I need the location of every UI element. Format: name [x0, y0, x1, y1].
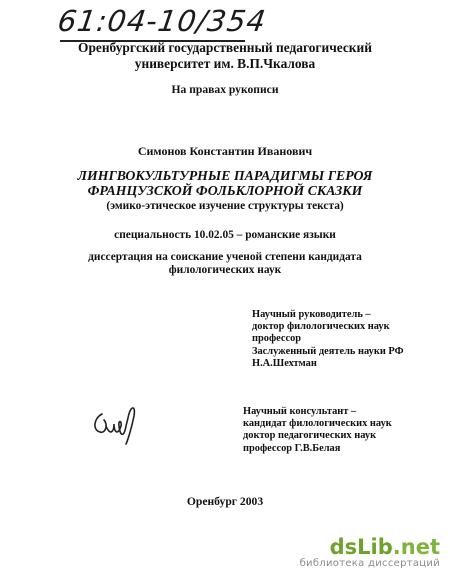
dslib-logo — [300, 536, 440, 558]
logo-tld: .net — [392, 535, 440, 559]
supervisor-line: Н.А.Шехтман — [252, 357, 317, 369]
degree-line: диссертация на соискание ученой степени кандидата — [88, 251, 362, 263]
logo-main: dsLib — [329, 535, 393, 559]
handwritten-signature — [88, 396, 148, 446]
dissertation-subtitle: (эмико-этическое изучение структуры текста) — [106, 200, 344, 212]
title-line: ФРАНЦУЗСКОЙ ФОЛЬКЛОРНОЙ СКАЗКИ — [87, 183, 363, 198]
supervisor-line: Научный руководитель – — [252, 309, 371, 320]
institution-line: университет им. В.П.Чкалова — [134, 56, 316, 71]
supervisor-line: доктор филологических наук — [252, 321, 390, 333]
author-name: Симонов Константин Иванович — [137, 144, 313, 158]
consultant-line: профессор Г.В.Белая — [243, 442, 341, 454]
degree-line: филологических наук — [168, 264, 282, 276]
consultant-line: Научный консультант – — [243, 406, 357, 417]
consultant-line: доктор педагогических наук — [243, 430, 377, 442]
title-line: ЛИНГВОКУЛЬТУРНЫЕ ПАРАДИГМЫ ГЕРОЯ — [77, 168, 373, 183]
dslib-watermark[interactable] — [300, 536, 440, 569]
library-stamp: 61:04-10/354 — [55, 4, 269, 38]
institution-line: Оренбургский государственный педагогический — [78, 40, 372, 55]
dissertation-title — [0, 168, 450, 198]
city-year: Оренбург 2003 — [186, 495, 264, 508]
consultant-line: кандидат филологических наук — [243, 418, 392, 430]
supervisor-block — [252, 309, 404, 370]
supervisor-line: Заслуженный деятель науки РФ — [252, 345, 404, 357]
watermark-caption: библиотека диссертаций — [299, 558, 440, 569]
institution-name — [0, 40, 450, 72]
manuscript-rights: На правах рукописи — [171, 83, 279, 96]
supervisor-line: профессор — [252, 333, 302, 345]
degree-statement — [0, 251, 450, 277]
specialty: специальность 10.02.05 – романские языки — [114, 229, 336, 241]
consultant-block — [243, 406, 392, 455]
